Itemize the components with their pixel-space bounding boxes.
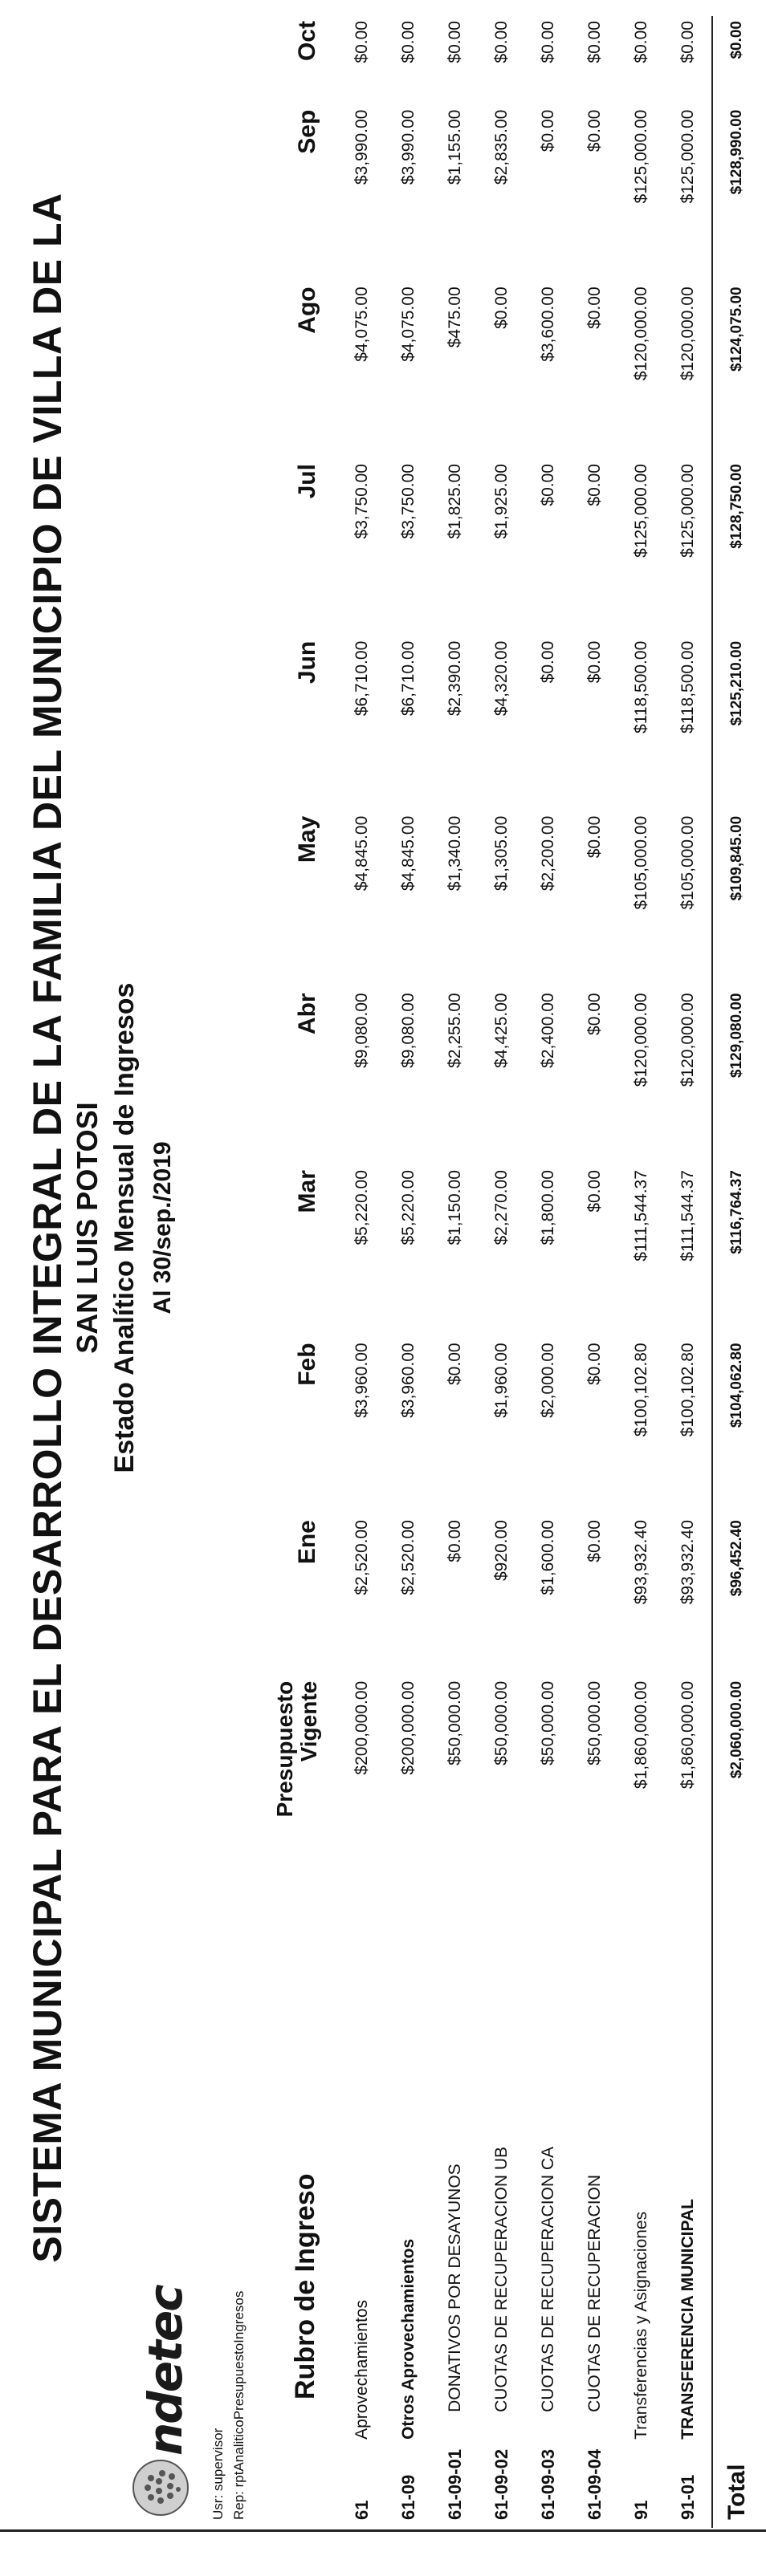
row-month-value: $0.00 (585, 109, 604, 152)
row-name: CUOTAS DE RECUPERACION CA (539, 2146, 557, 2412)
row-month-value: $0.00 (678, 21, 697, 63)
row-name: CUOTAS DE RECUPERACION UB (492, 2146, 511, 2412)
row-month-value: $3,750.00 (352, 464, 371, 539)
row-month-value: $2,000.00 (539, 1343, 557, 1418)
income-table (265, 16, 761, 2528)
table-row (572, 16, 618, 2528)
row-month-value: $9,080.00 (352, 993, 371, 1068)
row-code: 61-09-04 (585, 2448, 605, 2520)
row-month-value: $3,990.00 (399, 109, 418, 185)
row-month-value: $4,075.00 (399, 286, 418, 362)
col-header-month: Jun (294, 640, 320, 685)
row-month-value: $6,710.00 (399, 640, 418, 717)
row-code: 91-01 (678, 2474, 698, 2520)
table-row (525, 16, 572, 2528)
row-month-value: $120,000.00 (678, 993, 697, 1087)
col-header-rubro: Rubro de Ingreso (290, 2173, 320, 2399)
table-row (665, 16, 712, 2528)
row-name: CUOTAS DE RECUPERACION (585, 2174, 604, 2412)
row-month-value: $5,220.00 (399, 1170, 418, 1245)
total-label: Total (712, 1926, 761, 2528)
col-header-month: Oct (294, 21, 320, 62)
row-month-value: $93,932.40 (632, 1520, 650, 1605)
logo-text: ndetec (138, 2285, 193, 2456)
total-month-value: $104,062.80 (712, 1338, 761, 1515)
col-header-month: Jul (294, 464, 320, 499)
row-presupuesto: $50,000.00 (539, 1680, 557, 1765)
row-month-value: $2,255.00 (446, 993, 464, 1068)
row-month-value: $1,960.00 (492, 1343, 511, 1418)
row-code: 61 (352, 2500, 372, 2520)
total-row (712, 16, 761, 2528)
row-name: TRANSFERENCIA MUNICIPAL (678, 2199, 697, 2440)
row-month-value: $3,960.00 (399, 1343, 418, 1418)
row-month-value: $100,102.80 (632, 1343, 650, 1437)
row-month-value: $3,960.00 (352, 1343, 371, 1418)
total-month-value: $128,990.00 (712, 105, 761, 282)
total-month-value: $124,075.00 (712, 282, 761, 459)
total-month-value: $96,452.40 (712, 1515, 761, 1676)
row-month-value: $93,932.40 (678, 1520, 697, 1605)
row-month-value: $0.00 (585, 815, 604, 859)
row-month-value: $0.00 (585, 993, 604, 1035)
row-month-value: $1,600.00 (539, 1520, 557, 1595)
row-month-value: $2,835.00 (492, 109, 511, 185)
row-month-value: $0.00 (539, 109, 557, 152)
row-month-value: $1,155.00 (446, 109, 464, 185)
total-month-value: $0.00 (712, 16, 761, 105)
total-month-value: $116,764.37 (712, 1165, 761, 1338)
row-month-value: $0.00 (539, 21, 557, 63)
row-month-value: $4,075.00 (352, 286, 371, 362)
row-name: Transferencias y Asignaciones (632, 2211, 650, 2440)
col-header-month: Feb (294, 1343, 320, 1386)
row-month-value: $6,710.00 (352, 640, 371, 717)
row-month-value: $0.00 (446, 21, 464, 63)
row-name: DONATIVOS POR DESAYUNOS (446, 2164, 464, 2412)
row-month-value: $0.00 (585, 640, 604, 684)
row-month-value: $475.00 (446, 286, 464, 348)
row-month-value: $125,000.00 (632, 464, 650, 558)
row-code: 61-09-01 (445, 2448, 465, 2520)
report-id-label: Rep: rptAnaliticoPresupuestoIngresos (231, 2290, 247, 2520)
table-header-row (265, 16, 339, 2528)
row-month-value: $0.00 (585, 21, 604, 63)
report-title-line2: SAN LUIS POTOSI (71, 1102, 104, 1354)
report-subtitle: Estado Analítico Mensual de Ingresos (109, 982, 140, 1473)
row-month-value: $0.00 (492, 286, 511, 329)
total-month-value: $109,845.00 (712, 811, 761, 989)
row-presupuesto: $200,000.00 (352, 1680, 371, 1775)
row-month-value: $0.00 (632, 21, 650, 63)
report-title: SISTEMA MUNICIPAL PARA EL DESARROLLO INTEGRAL DE LA FAMILIA DEL MUNICIPIO DE VILLA DE LA (25, 193, 70, 2263)
row-code: 61-09-02 (491, 2448, 511, 2520)
col-header-month: Ene (294, 1520, 320, 1565)
row-month-value: $2,520.00 (399, 1520, 418, 1595)
row-month-value: $0.00 (539, 640, 557, 684)
row-month-value: $0.00 (585, 1520, 604, 1562)
table-row (385, 16, 432, 2528)
row-month-value: $0.00 (446, 1343, 464, 1385)
table-row (479, 16, 525, 2528)
row-month-value: $120,000.00 (678, 286, 697, 381)
row-presupuesto: $1,860,000.00 (632, 1680, 650, 1790)
row-month-value: $105,000.00 (678, 815, 697, 910)
row-month-value: $3,990.00 (352, 109, 371, 185)
row-month-value: $111,544.37 (632, 1170, 650, 1262)
row-month-value: $2,520.00 (352, 1520, 371, 1595)
row-month-value: $3,750.00 (399, 464, 418, 539)
col-header-presupuesto-line2: Vigente (296, 1680, 321, 1762)
row-month-value: $105,000.00 (632, 815, 650, 910)
col-header-month: Mar (294, 1170, 320, 1213)
col-header-month: May (294, 815, 320, 863)
row-month-value: $0.00 (539, 464, 557, 506)
report-date: Al 30/sep./2019 (149, 1141, 176, 1314)
table-row (618, 16, 665, 2528)
total-month-value: $125,210.00 (712, 636, 761, 811)
row-name: Aprovechamientos (352, 2299, 371, 2440)
row-month-value: $0.00 (352, 21, 371, 63)
row-code: 91 (631, 2500, 651, 2520)
row-month-value: $125,000.00 (678, 464, 697, 558)
row-month-value: $4,320.00 (492, 640, 511, 717)
row-presupuesto: $50,000.00 (492, 1680, 511, 1765)
row-month-value: $118,500.00 (678, 640, 697, 733)
row-month-value: $4,845.00 (399, 815, 418, 892)
row-month-value: $2,200.00 (539, 815, 557, 892)
row-presupuesto: $1,860,000.00 (678, 1680, 697, 1790)
row-month-value: $2,390.00 (446, 640, 464, 717)
indetec-logo (120, 2285, 209, 2520)
row-month-value: $1,925.00 (492, 464, 511, 539)
total-month-value: $129,080.00 (712, 988, 761, 1165)
row-presupuesto: $200,000.00 (399, 1680, 418, 1775)
row-month-value: $111,544.37 (678, 1170, 697, 1262)
row-presupuesto: $50,000.00 (446, 1680, 464, 1765)
col-header-month: Abr (294, 993, 320, 1035)
row-month-value: $920.00 (492, 1520, 511, 1582)
col-header-month: Ago (294, 286, 320, 334)
row-month-value: $5,220.00 (352, 1170, 371, 1245)
row-month-value: $0.00 (446, 1520, 464, 1562)
row-month-value: $100,102.80 (678, 1343, 697, 1437)
row-month-value: $0.00 (585, 1170, 604, 1213)
row-month-value: $1,340.00 (446, 815, 464, 892)
row-month-value: $120,000.00 (632, 286, 650, 381)
row-month-value: $1,800.00 (539, 1170, 557, 1245)
col-header-presupuesto (265, 1676, 339, 1926)
row-month-value: $0.00 (585, 286, 604, 329)
row-month-value: $4,845.00 (352, 815, 371, 892)
row-month-value: $0.00 (492, 21, 511, 63)
row-month-value: $118,500.00 (632, 640, 650, 733)
row-code: 61-09 (398, 2474, 418, 2520)
row-code: 61-09-03 (538, 2448, 558, 2520)
table-row (432, 16, 479, 2528)
col-header-presupuesto-line1: Presupuesto (272, 1680, 297, 1818)
row-month-value: $4,425.00 (492, 993, 511, 1068)
user-label: Usr: supervisor (210, 2428, 226, 2520)
row-month-value: $2,400.00 (539, 993, 557, 1068)
page-border (0, 2529, 766, 2532)
row-month-value: $3,600.00 (539, 286, 557, 362)
row-presupuesto: $50,000.00 (585, 1680, 604, 1765)
row-month-value: $0.00 (585, 1343, 604, 1385)
row-name: Otros Aprovechamientos (399, 2238, 418, 2440)
total-presupuesto: $2,060,000.00 (712, 1676, 761, 1926)
row-month-value: $1,305.00 (492, 815, 511, 892)
row-month-value: $0.00 (585, 464, 604, 506)
row-month-value: $125,000.00 (632, 109, 650, 204)
row-month-value: $0.00 (399, 21, 418, 63)
row-month-value: $125,000.00 (678, 109, 697, 204)
col-header-month: Sep (294, 109, 320, 154)
row-month-value: $1,825.00 (446, 464, 464, 539)
table-row (339, 16, 385, 2528)
row-month-value: $9,080.00 (399, 993, 418, 1068)
total-month-value: $128,750.00 (712, 459, 761, 636)
globe-icon (128, 2456, 193, 2520)
row-month-value: $120,000.00 (632, 993, 650, 1087)
row-month-value: $2,270.00 (492, 1170, 511, 1245)
row-month-value: $1,150.00 (446, 1170, 464, 1245)
